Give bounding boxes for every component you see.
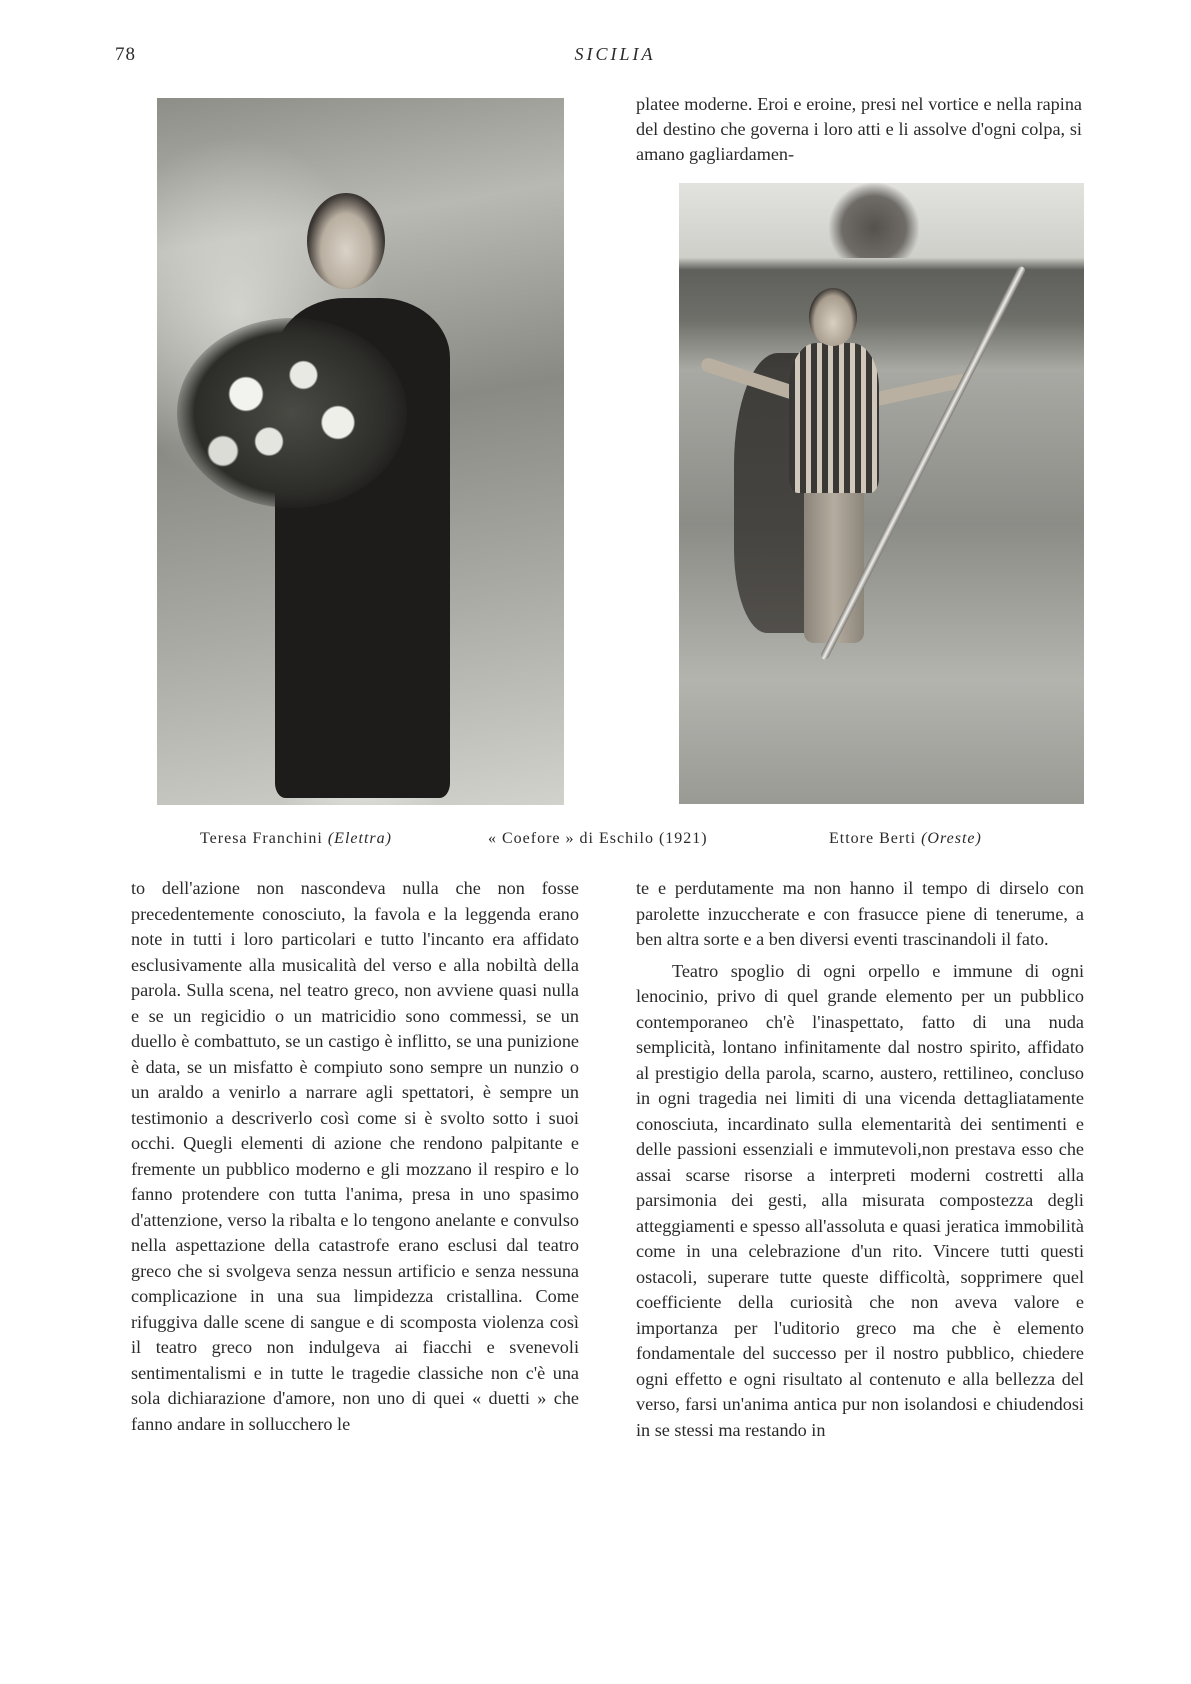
caption-left <box>200 830 392 848</box>
man-tunic-shape <box>789 343 879 493</box>
top-paragraph: platee moderne. Eroi e eroine, presi nel vortice e nella rapina del destino che governa i loro atti e li assolve d'ogni colpa, si amano gagliardamen- <box>636 94 1082 164</box>
caption-left-role: (Elettra) <box>327 830 392 847</box>
page-number: 78 <box>115 44 136 65</box>
caption-right <box>829 830 982 848</box>
journal-title: SICILIA <box>574 44 656 64</box>
caption-left-name: Teresa Franchini <box>200 830 323 847</box>
flowers-shape <box>177 318 407 508</box>
tree-shape <box>829 183 919 258</box>
column-right-paragraph-2: Teatro spoglio di ogni orpello e immune di ogni lenocinio, privo di quel grande elemento per un pubblico contemporaneo ch'è l'inaspettato, fatto di una nuda semplicità, lontano infinitamente dal nostro spirito, affidato al prestigio della parola, scarno, austero, rettilineo, concluso in ogni tragedia nei limiti di una vicenda dettagliatamente conosciuta, incardinato sulla elementarità dei sentimenti e delle passioni essenziali e immutevoli,non prestava esso che assai scarse risorse a interpreti moderni costretti alla parsimonia dei gesti, alla misurata compostezza degli atteggiamenti e spesso all'assoluta e quasi jeratica immobilità come in una celebrazione d'un rito. Vincere tutti questi ostacoli, superare tutte queste difficoltà, sopprimere quel coefficiente della curiosità che non aveva valore e importanza per l'uditorio greco ma che è elemento fondamentale del successo per il nostro pubblico, chiedere ogni effetto e ogni risultato al contenuto e alla bellezza del verso, farsi un'anima antica pur non isolandosi e chiudendosi in se stessi ma restando in <box>636 960 1084 1440</box>
column-left <box>131 876 579 1437</box>
woman-head-shape <box>307 193 385 289</box>
man-head-shape <box>809 288 857 346</box>
man-legs-shape <box>804 483 864 643</box>
photo-ettore-berti <box>679 183 1084 804</box>
column-right <box>636 876 1084 1443</box>
caption-right-name: Ettore Berti <box>829 830 917 847</box>
column-right-paragraph-1: te e perdutamente ma non hanno il tempo di dirselo con parolette inzuccherate e con frasucce piene di tenerume, a ben altra sorte e a ben diversi eventi trascinandoli il fato. <box>636 878 1084 949</box>
column-left-paragraph: to dell'azione non nascondeva nulla che non fosse precedentemente conosciuto, la favola e la leggenda erano note in tutti i loro particolari e tutto l'incanto era affidato esclusivamente alla musicalità del verso e alla nobiltà della parola. Sulla scena, nel teatro greco, non avviene quasi nulla e se un regicidio o un matricidio sono commessi, se un duello è combattuto, se un castigo è inflitto, se una punizione è data, se un misfatto è compiuto sono sempre un nunzio o un araldo a venirlo a narrare agli spettatori, è sempre un testimonio a descriverlo così come si è svolto sotto i suoi occhi. Quegli elementi di azione che rendono palpitante e fremente un pubblico moderno e gli mozzano il respiro e lo fanno protendere con tutta l'anima, presa in uno spasimo d'attenzione, verso la ribalta e lo tengono anelante e convulso nella aspettazione della catastrofe erano esclusi dal teatro greco che si svolgeva senza nessun artificio e senza nessuna complicazione in una sua limpidezza cristallina. Come rifuggiva dalle scene di sangue e di scomposta violenza così il teatro greco non indulgeva ai fiacchi e svenevoli sentimentalismi e in tutte le tragedie classiche non c'è una sola dichiarazione d'amore, non uno di quei « duetti » che fanno andare in sollucchero le <box>131 878 579 1434</box>
caption-center: « Coefore » di Eschilo (1921) <box>488 830 708 847</box>
caption-right-role: (Oreste) <box>921 830 982 847</box>
photo-teresa-franchini <box>157 98 564 805</box>
